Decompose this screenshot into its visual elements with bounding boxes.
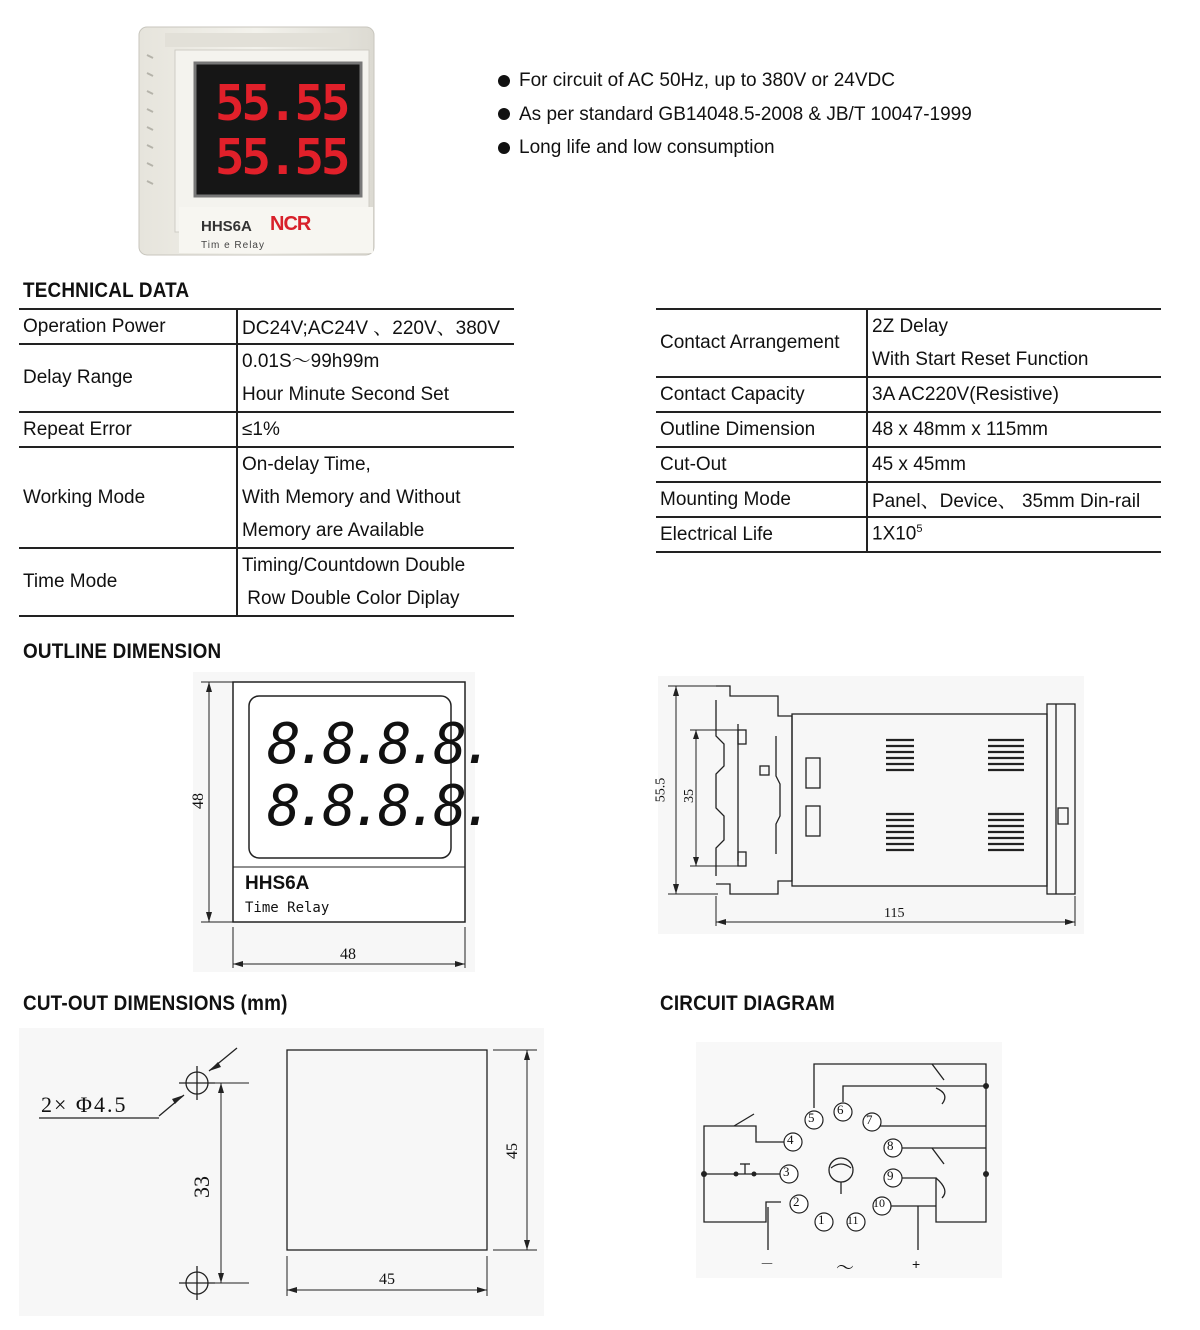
brand-logo: NCR bbox=[270, 213, 311, 235]
front-digits-bottom: 8.8.8.8. bbox=[267, 774, 489, 839]
spec-label: Time Mode bbox=[19, 548, 237, 616]
hole-spacing-label: 33 bbox=[189, 1176, 214, 1198]
spec-label: Outline Dimension bbox=[656, 412, 867, 447]
spec-value: On-delay Time, With Memory and Without Memory are Available bbox=[237, 447, 514, 548]
table-row bbox=[656, 309, 1161, 377]
pin-label: 3 bbox=[783, 1164, 790, 1179]
front-height-label: 48 bbox=[190, 793, 207, 809]
spec-label: Working Mode bbox=[19, 447, 237, 548]
table-row bbox=[19, 309, 514, 344]
table-row bbox=[656, 377, 1161, 412]
table-row bbox=[19, 412, 514, 447]
pin-label: 4 bbox=[787, 1132, 794, 1147]
circuit-heading: CIRCUIT DIAGRAM bbox=[660, 992, 835, 1015]
cutout-height-label: 45 bbox=[504, 1143, 521, 1159]
front-model-label: HHS6A bbox=[245, 873, 310, 894]
pin-label: 9 bbox=[887, 1168, 894, 1183]
table-row bbox=[656, 482, 1161, 517]
feature-item: Long life and low consumption bbox=[498, 131, 972, 165]
photo-caption: Tim e Relay bbox=[201, 240, 265, 251]
technical-data-heading: TECHNICAL DATA bbox=[23, 279, 190, 302]
pin-label: 7 bbox=[866, 1112, 873, 1127]
pin-label: 8 bbox=[887, 1138, 894, 1153]
product-photo bbox=[137, 25, 376, 257]
table-row bbox=[19, 447, 514, 548]
side-height-outer-label: 55.5 bbox=[653, 777, 669, 803]
spec-value: 2Z Delay With Start Reset Function bbox=[867, 309, 1161, 377]
terminal-plus-label: + bbox=[912, 1256, 921, 1272]
table-row bbox=[656, 412, 1161, 447]
spec-label: Operation Power bbox=[19, 309, 237, 344]
feature-list bbox=[498, 64, 972, 165]
spec-label: Contact Arrangement bbox=[656, 309, 867, 377]
table-row bbox=[19, 548, 514, 616]
spec-value: ≤1% bbox=[237, 412, 514, 447]
front-digits-top: 8.8.8.8. bbox=[267, 712, 489, 777]
spec-value: Panel、Device、 35mm Din-rail bbox=[867, 482, 1161, 517]
spec-label: Delay Range bbox=[19, 344, 237, 412]
terminal-minus-label: － bbox=[760, 1256, 774, 1272]
spec-label: Electrical Life bbox=[656, 517, 867, 552]
terminal-ac-label: ～ bbox=[836, 1258, 854, 1278]
photo-display-top: 55.55 bbox=[215, 75, 348, 132]
spec-value: 48 x 48mm x 115mm bbox=[867, 412, 1161, 447]
bullet-icon bbox=[498, 108, 510, 120]
feature-item: As per standard GB14048.5-2008 & JB/T 10047-1999 bbox=[498, 98, 972, 132]
spec-value: 0.01S～99h99m Hour Minute Second Set bbox=[237, 344, 514, 412]
table-row bbox=[656, 517, 1161, 552]
spec-value: Timing/Countdown Double Row Double Color Diplay bbox=[237, 548, 514, 616]
cutout-drawing bbox=[19, 1028, 544, 1316]
front-width-label: 48 bbox=[340, 946, 356, 963]
side-height-inner-label: 35 bbox=[682, 789, 697, 803]
tech-table-right bbox=[656, 308, 1161, 553]
table-row bbox=[19, 344, 514, 412]
photo-model-label: HHS6A bbox=[201, 218, 252, 235]
outline-dimension-heading: OUTLINE DIMENSION bbox=[23, 640, 222, 663]
pin-label: 5 bbox=[808, 1110, 815, 1125]
tech-table-left bbox=[19, 308, 514, 617]
side-length-label: 115 bbox=[884, 906, 905, 921]
spec-value: $1X10^5$ bbox=[867, 517, 1161, 552]
pin-label: 2 bbox=[793, 1194, 800, 1209]
outline-front-drawing bbox=[190, 672, 489, 972]
outline-side-drawing bbox=[653, 676, 1084, 934]
cutout-heading: CUT-OUT DIMENSIONS (mm) bbox=[23, 992, 288, 1015]
spec-value: 3A AC220V(Resistive) bbox=[867, 377, 1161, 412]
photo-display-bottom: 55.55 bbox=[215, 129, 348, 186]
hole-diameter-label: 2× Φ4.5 bbox=[41, 1092, 128, 1117]
spec-label: Repeat Error bbox=[19, 412, 237, 447]
circuit-diagram bbox=[696, 1042, 1002, 1278]
pin-label: 6 bbox=[837, 1102, 844, 1117]
table-row bbox=[656, 447, 1161, 482]
bullet-icon bbox=[498, 142, 510, 154]
spec-label: Cut-Out bbox=[656, 447, 867, 482]
cutout-width-label: 45 bbox=[379, 1271, 395, 1288]
bullet-icon bbox=[498, 75, 510, 87]
spec-value: DC24V;AC24V 、220V、380V bbox=[237, 309, 514, 344]
spec-value: 45 x 45mm bbox=[867, 447, 1161, 482]
pin-label: 11 bbox=[847, 1213, 859, 1227]
spec-label: Mounting Mode bbox=[656, 482, 867, 517]
pin-label: 1 bbox=[818, 1212, 825, 1227]
pin-label: 10 bbox=[873, 1196, 885, 1210]
spec-label: Contact Capacity bbox=[656, 377, 867, 412]
front-caption: Time Relay bbox=[245, 900, 330, 916]
feature-item: For circuit of AC 50Hz, up to 380V or 24VDC bbox=[498, 64, 972, 98]
